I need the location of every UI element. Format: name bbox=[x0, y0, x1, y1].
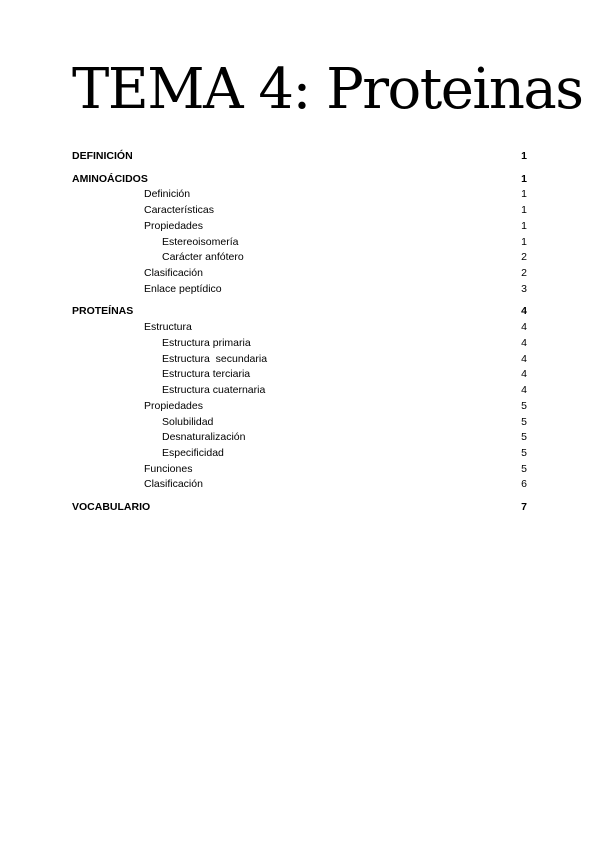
toc-entry-label: VOCABULARIO bbox=[72, 501, 151, 513]
toc-entry-estereoisomeria[interactable] bbox=[0, 235, 600, 249]
toc-entry-page: 2 bbox=[521, 267, 527, 279]
toc-entry-page: 6 bbox=[521, 478, 527, 490]
toc-entry-estructura-cuaternaria[interactable] bbox=[0, 383, 600, 397]
toc-entry-estructura-secundaria[interactable] bbox=[0, 352, 600, 366]
toc-entry-page: 1 bbox=[521, 236, 527, 248]
toc-entry-label: Estructura terciaria bbox=[162, 368, 251, 380]
toc-entry-solubilidad[interactable] bbox=[0, 415, 600, 429]
toc-entry-page: 5 bbox=[521, 416, 527, 428]
toc-entry-label: Desnaturalización bbox=[162, 431, 246, 443]
toc-entry-enlace-peptidico[interactable] bbox=[0, 282, 600, 296]
toc-entry-especificidad[interactable] bbox=[0, 446, 600, 460]
toc-entry-estructura-terciaria[interactable] bbox=[0, 367, 600, 381]
toc-entry-propiedades-aa[interactable] bbox=[0, 219, 600, 233]
toc-entry-label: Características bbox=[144, 204, 215, 216]
toc-entry-page: 4 bbox=[521, 384, 527, 396]
toc-entry-page: 1 bbox=[521, 188, 527, 200]
toc-entry-label: Enlace peptídico bbox=[144, 283, 222, 295]
toc-entry-proteinas[interactable] bbox=[0, 304, 600, 318]
toc-entry-label: Solubilidad bbox=[162, 416, 214, 428]
toc-entry-page: 1 bbox=[521, 220, 527, 232]
toc-entry-vocabulario[interactable] bbox=[0, 500, 600, 514]
page-title: TEMA 4: Proteinas bbox=[72, 57, 583, 122]
toc-entry-label: Estructura bbox=[144, 321, 192, 333]
toc-entry-estructura-primaria[interactable] bbox=[0, 336, 600, 350]
toc-entry-label: Estructura cuaternaria bbox=[162, 384, 266, 396]
toc-entry-page: 1 bbox=[521, 204, 527, 216]
toc-entry-page: 4 bbox=[521, 321, 527, 333]
toc-entry-label: Carácter anfótero bbox=[162, 251, 244, 263]
toc-entry-caracteristicas[interactable] bbox=[0, 203, 600, 217]
toc-entry-propiedades-prot[interactable] bbox=[0, 399, 600, 413]
toc-entry-page: 5 bbox=[521, 431, 527, 443]
toc-entry-page: 5 bbox=[521, 463, 527, 475]
toc-entry-label: Estructura secundaria bbox=[162, 353, 268, 365]
toc-entry-page: 7 bbox=[521, 501, 527, 513]
toc-entry-page: 4 bbox=[521, 368, 527, 380]
toc-entry-label: Clasificación bbox=[144, 478, 203, 490]
toc-entry-page: 1 bbox=[521, 150, 527, 162]
toc-entry-label: DEFINICIÓN bbox=[72, 150, 133, 162]
toc-entry-label: Estereoisomería bbox=[162, 236, 239, 248]
toc-entry-page: 4 bbox=[521, 305, 527, 317]
toc-entry-page: 5 bbox=[521, 400, 527, 412]
toc-entry-label: PROTEÍNAS bbox=[72, 305, 134, 317]
toc-entry-page: 2 bbox=[521, 251, 527, 263]
toc-entry-estructura[interactable] bbox=[0, 320, 600, 334]
toc-entry-clasificacion-aa[interactable] bbox=[0, 266, 600, 280]
toc-entry-definicion[interactable] bbox=[0, 149, 600, 163]
toc-entry-label: Clasificación bbox=[144, 267, 203, 279]
toc-entry-clasificacion-prot[interactable] bbox=[0, 477, 600, 491]
toc-entry-caracter-anfotero[interactable] bbox=[0, 250, 600, 264]
toc-entry-label: Funciones bbox=[144, 463, 193, 475]
toc-entry-page: 4 bbox=[521, 353, 527, 365]
toc-entry-aminoacidos[interactable] bbox=[0, 172, 600, 186]
toc-entry-page: 4 bbox=[521, 337, 527, 349]
toc-entry-page: 5 bbox=[521, 447, 527, 459]
toc-entry-label: Propiedades bbox=[144, 400, 203, 412]
toc-entry-label: Especificidad bbox=[162, 447, 224, 459]
toc-entry-label: Propiedades bbox=[144, 220, 203, 232]
toc-entry-label: Estructura primaria bbox=[162, 337, 251, 349]
toc-entry-label: AMINOÁCIDOS bbox=[72, 173, 148, 185]
toc-entry-label: Definición bbox=[144, 188, 191, 200]
toc-entry-desnaturalizacion[interactable] bbox=[0, 430, 600, 444]
toc-entry-page: 3 bbox=[521, 283, 527, 295]
toc-entry-page: 1 bbox=[521, 173, 527, 185]
toc-entry-funciones[interactable] bbox=[0, 462, 600, 476]
toc-entry-definicion-aa[interactable] bbox=[0, 187, 600, 201]
